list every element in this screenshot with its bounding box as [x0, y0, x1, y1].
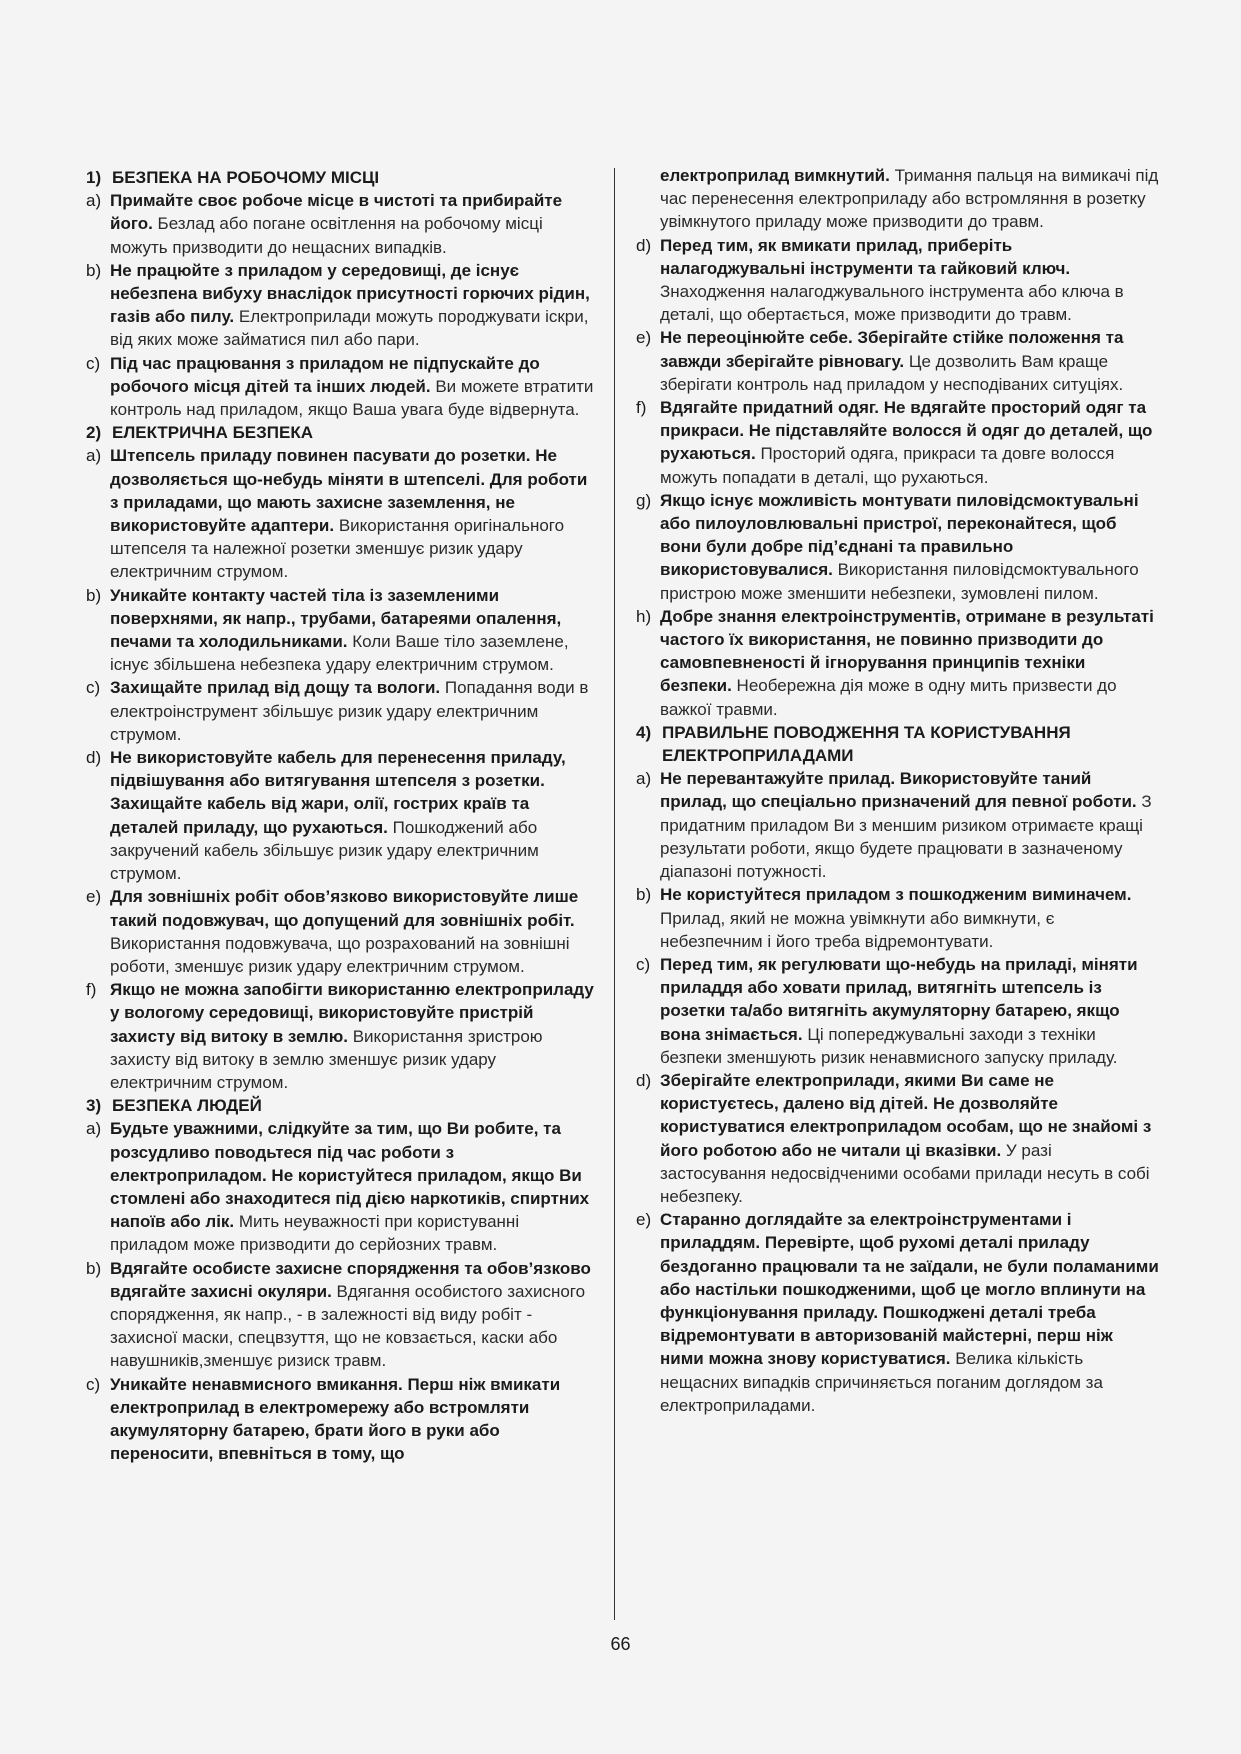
list-item [636, 1069, 1160, 1208]
section-number: 1) [86, 168, 102, 187]
item-bold-text: Не користуйтеся приладом з пошкодженим виминачем. [660, 885, 1132, 905]
item-text: Ці попереджувальні заходи з техніки безпеки зменшують ризик ненавмисного запуску приладу. [660, 1024, 1118, 1067]
item-bold-text: Примайте своє робоче місце в чистоті та прибирайте його. [110, 191, 563, 234]
list-item [86, 352, 596, 422]
item-bold-text: Вдягайте придатний одяг. Не вдягайте просторий одяг та прикраси. Не підставляйте волосся й одяг до деталей, що рухаються. [660, 398, 1153, 464]
right-column [636, 164, 1160, 1417]
item-text: Велика кількість нещасних випадків спричиняється поганим доглядом за електроприладами. [660, 1349, 1103, 1415]
item-text: Використання подовжувача, що розрахований на зовнішні роботи, зменшує ризик удару електричним струмом. [110, 933, 570, 976]
item-bold-text: Добре знання електроінструментів, отримане в результаті частого їх використання, не повинно призводити до самовпевненості й ігнорування принципів техніки безпеки. [660, 606, 1154, 696]
item-bold-text: електроприлад вимкнутий. [660, 166, 890, 185]
list-item [636, 489, 1160, 605]
item-text: Використання пиловідсмоктувального пристрою може зменшити небезпеки, зумовлені пилом. [660, 560, 1139, 603]
item-text: Тримання пальця на вимикачі під час перенесення електроприладу або встромляння в розетку увімкнутого приладу може призводити до травм. [660, 166, 1159, 232]
item-letter: a) [86, 1119, 102, 1139]
list-item [636, 1208, 1160, 1417]
section-number: 4) [636, 722, 652, 742]
list-item-continued [636, 164, 1160, 234]
list-item [636, 883, 1160, 953]
item-bold-text: Для зовнішніх робіт обов’язково використовуйте лише такий подовжувач, що допущений для зовнішніх робіт. [110, 887, 579, 930]
section-title: ПРАВИЛЬНЕ ПОВОДЖЕННЯ ТА КОРИСТУВАННЯ ЕЛЕКТРОПРИЛАДАМИ [662, 722, 1071, 766]
list-item [636, 605, 1160, 721]
item-bold-text: Перед тим, як регулювати що-небудь на приладі, міняти приладдя або ховати прилад, витягніть штепсель із розетки та/або витягніть акумуляторну батарею, якщо вона знімається. [660, 954, 1138, 1044]
item-text: Прилад, який не можна увімкнути або вимкнути, є небезпечним і його треба відремонтувати. [660, 908, 1055, 951]
item-letter: d) [636, 235, 652, 255]
item-bold-text: Зберігайте електроприлади, якими Ви саме не користуєтесь, далено від дітей. Не дозволяйте користуватися електроприладом особам, що не знайомі з його роботою або не читали ці вказівки. [660, 1070, 1152, 1160]
item-text: Мить неуважності при користуванні приладом може призводити до серйозних травм. [110, 1212, 520, 1255]
item-letter: c) [86, 1374, 101, 1394]
section-title: БЕЗПЕКА НА РОБОЧОМУ МІСЦІ [112, 168, 380, 187]
item-text: Використання зристрою захисту від витоку в землю зменшує ризик удару електричним струмом. [110, 1026, 543, 1092]
item-letter: g) [636, 490, 652, 510]
section-1-heading [86, 166, 596, 189]
item-bold-text: Під час працювання з приладом не підпускайте до робочого місця дітей та інших людей. [110, 353, 540, 396]
item-letter: b) [86, 585, 102, 605]
list-item [86, 978, 596, 1094]
list-item [86, 1257, 596, 1373]
list-item [86, 259, 596, 352]
item-letter: e) [636, 328, 652, 348]
item-bold-text: Не використовуйте кабель для перенесення приладу, підвішування або витягування штепселя з розетки. Захищайте кабель від жари, олії, гострих країв та деталей приладу, що рухаються. [110, 748, 566, 837]
item-letter: f) [636, 398, 647, 418]
item-bold-text: Вдягайте особисте захисне спорядження та обов’язково вдягайте захисні окуляри. [110, 1258, 591, 1301]
list-item [86, 885, 596, 978]
item-letter: h) [636, 606, 652, 626]
page-number: 66 [610, 1634, 631, 1654]
section-title: БЕЗПЕКА ЛЮДЕЙ [112, 1096, 262, 1116]
item-text: Це дозволить Вам краще зберігати контроль над приладом у несподіваних ситуціях. [660, 351, 1124, 394]
item-letter: d) [86, 748, 102, 768]
item-letter: c) [636, 954, 651, 974]
item-text: Ви можете втратити контроль над приладом, якщо Ваша увага буде відвернута. [110, 376, 594, 420]
list-item [636, 396, 1160, 489]
item-bold-text: Старанно доглядайте за електроінструментами і приладдям. Перевірте, щоб рухомі деталі приладу бездоганно працювали та не заїдали, не були поламаними або настільки пошкодженими, щоб це могло вплинути на функціонування приладу. Пошкоджені деталі треба відремонтувати в авторизованій майстерні, перш ніж ними можна знову користуватися. [660, 1210, 1159, 1369]
column-divider [614, 168, 615, 1620]
item-letter: d) [636, 1070, 652, 1090]
item-bold-text: Захищайте прилад від дощу та вологи. [110, 678, 441, 698]
item-bold-text: Не перевантажуйте прилад. Використовуйте таний прилад, що спеціально призначений для певної роботи. [660, 769, 1137, 812]
section-number: 3) [86, 1096, 102, 1116]
item-text: З придатним приладом Ви з меншим ризиком отримаєте кращі результати роботи, якщо будете працювати в зазначеному діапазоні потужності. [660, 792, 1152, 882]
item-letter: b) [86, 260, 102, 280]
item-bold-text: Не працюйте з приладом у середовищі, де існує небезпена вибуху внаслідок присутності горючих рідин, газів або пилу. [110, 260, 590, 327]
item-letter: c) [86, 353, 101, 373]
list-item [86, 1373, 596, 1466]
item-bold-text: Штепсель приладу повинен пасувати до розетки. Не дозволяється що-небудь міняти в штепселі. Для роботи з приладами, що мають захисне заземлення, не використовуйте адаптери. [110, 446, 588, 536]
item-letter: b) [86, 1258, 102, 1278]
item-text: Попадання води в електроінструмент збільшує ризик удару електричним струмом. [110, 678, 589, 744]
item-letter: a) [86, 191, 102, 211]
list-item [636, 953, 1160, 1069]
item-letter: a) [636, 769, 652, 789]
list-item [636, 326, 1160, 396]
item-letter: e) [636, 1210, 652, 1230]
item-text: Пошкоджений або закручений кабель збільшує ризик удару електричним струмом. [110, 817, 539, 884]
item-bold-text: Не переоцінюйте себе. Зберігайте стійке положення та завжди зберігайте рівновагу. [660, 328, 1124, 371]
item-text: Використання оригінального штепселя та належної розетки зменшує ризик удару електричним струмом. [110, 516, 565, 582]
item-letter: e) [86, 887, 102, 907]
item-letter: b) [636, 885, 652, 905]
item-text: У разі застосування недосвідченими особами прилади несуть в собі небезпеку. [660, 1140, 1150, 1206]
item-text: Електроприлади можуть породжувати іскри, від яких може займатися пил або пари. [110, 307, 589, 350]
item-text: Необережна дія може в одну мить призвести до важкої травми. [660, 676, 1117, 719]
item-letter: f) [86, 980, 97, 1000]
item-bold-text: Уникайте ненавмисного вмикання. Перш ніж вмикати електроприлад в електромережу або встромляти акумуляторну батарею, брати його в руки або переносити, впевніться в тому, що [110, 1374, 561, 1464]
item-text: Безлад або погане освітлення на робочому місці можуть призводити до нещасних випадків. [110, 214, 543, 257]
section-title: ЕЛЕКТРИЧНА БЕЗПЕКА [112, 423, 313, 443]
list-item [86, 189, 596, 259]
item-bold-text: Якщо не можна запобігти використанню електроприладу у вологому середовищі, використовуйте пристрій захисту від витоку в землю. [110, 980, 594, 1046]
item-bold-text: Уникайте контакту частей тіла із заземленими поверхнями, як напр., трубами, батареями опалення, печами та холодильниками. [110, 585, 562, 652]
section-2-heading [86, 421, 596, 444]
item-letter: a) [86, 446, 102, 466]
list-item [86, 746, 596, 885]
list-item [86, 676, 596, 746]
section-4-heading [636, 721, 1160, 767]
list-item [86, 584, 596, 677]
item-text: Просторий одяга, прикраси та довге волосся можуть попадати в деталі, що рухаються. [660, 444, 1115, 487]
item-bold-text: Перед тим, як вмикати прилад, приберіть налагоджувальні інструменти та гайковий ключ. [660, 235, 1071, 278]
item-letter: c) [86, 678, 101, 698]
list-item [636, 234, 1160, 327]
left-column [86, 166, 596, 1465]
section-3-heading [86, 1094, 596, 1117]
item-text: Коли Ваше тіло заземлене, існує збільшена небезпека удару електричним струмом. [110, 632, 569, 675]
list-item [86, 444, 596, 583]
item-text: Знаходження налагоджувального інструмента або ключа в деталі, що обертається, може призводити до травм. [660, 282, 1124, 325]
item-bold-text: Якщо існує можливість монтувати пиловідсмоктувальні або пилоуловлювальні пристрої, переконайтеся, щоб вони були добре під’єднані та правильно використовувалися. [660, 490, 1139, 580]
list-item [636, 767, 1160, 883]
item-text: Вдягання особистого захисного спорядження, як напр., - в залежності від виду робіт - захисної маски, спецвзуття, що не ковзається, каски або навушників,зменшує ризиск травм. [110, 1281, 586, 1371]
item-bold-text: Будьте уважними, слідкуйте за тим, що Ви робите, та розсудливо поводьтеся під час роботи з електроприладом. Не користуйтеся приладом, якщо Ви стомлені або знаходитеся під дією наркотиків, спиртних напоїв або лік. [110, 1119, 590, 1232]
list-item [86, 1117, 596, 1256]
section-number: 2) [86, 423, 102, 443]
